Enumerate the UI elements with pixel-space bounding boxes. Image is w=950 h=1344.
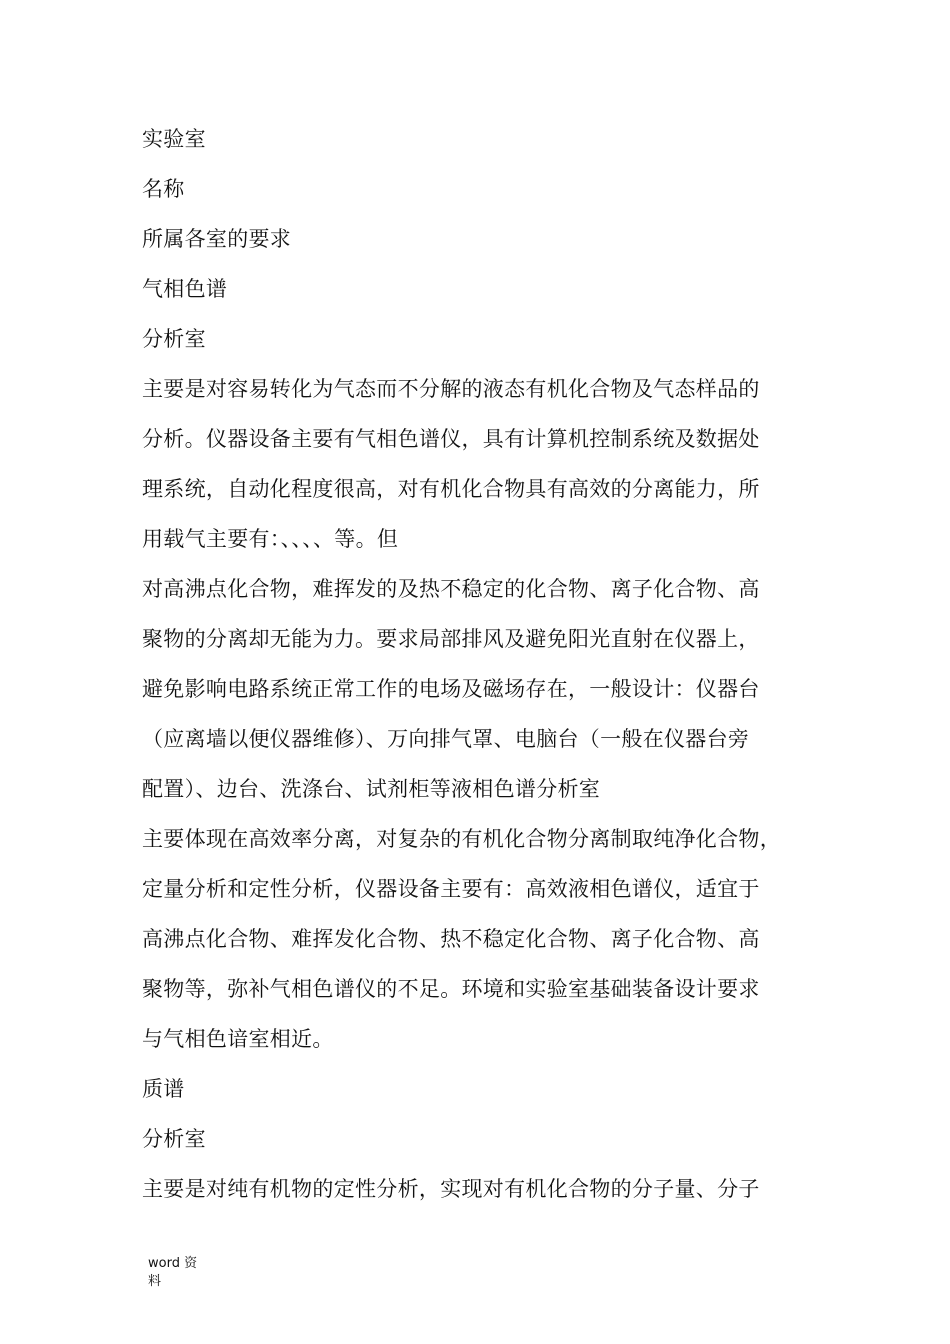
- text-line: 对高沸点化合物，难挥发的及热不稳定的化合物、离子化合物、高: [142, 577, 760, 601]
- text-line: 所属各室的要求: [142, 227, 292, 251]
- text-line: 实验室: [142, 127, 206, 151]
- text-line: 质谱: [142, 1077, 185, 1101]
- text-line: 名称: [142, 177, 185, 201]
- text-line: 主要体现在高效率分离，对复杂的有机化合物分离制取纯净化合物，: [142, 827, 781, 851]
- text-line: 配置）、边台、洗涤台、试剂柜等液相色谱分析室: [142, 777, 601, 801]
- text-line: （应离墙以便仪器维修）、万向排气罩、电脑台（一般在仪器台旁: [142, 727, 750, 751]
- page-footer: [148, 1255, 208, 1291]
- text-line: 主要是对容易转化为气态而不分解的液态有机化合物及气态样品的: [142, 377, 760, 401]
- text-line: 聚物等，弥补气相色谱仪的不足。环境和实验室基础装备设计要求: [142, 977, 760, 1001]
- document-body: [142, 114, 832, 1214]
- text-line: 主要是对纯有机物的定性分析，实现对有机化合物的分子量、分子: [142, 1177, 760, 1201]
- text-line: 分析室: [142, 327, 206, 351]
- text-line: 与气相色谙室相近。: [142, 1027, 334, 1051]
- text-line: 聚物的分离却无能为力。要求局部排风及避免阳光直射在仪器上，: [142, 627, 760, 651]
- text-line: 理系统，自动化程度很高，对有机化合物具有高效的分离能力，所: [142, 477, 760, 501]
- text-line: 分析。仪器设备主要有气相色谱仪，具有计算机控制系统及数据处: [142, 427, 760, 451]
- text-line: 定量分析和定性分析，仪器设备主要有：高效液相色谱仪，适宜于: [142, 877, 760, 901]
- text-line: 用载气主要有：、、、、等。但: [142, 527, 399, 551]
- text-line: 气相色谱: [142, 277, 228, 301]
- text-line: 避免影响电路系统正常工作的电场及磁场存在，一般设计：仪器台: [142, 677, 760, 701]
- text-line: 分析室: [142, 1127, 206, 1151]
- footer-line: word 资: [148, 1256, 198, 1271]
- footer-line: 料: [148, 1274, 162, 1289]
- text-line: 高沸点化合物、难挥发化合物、热不稳定化合物、离子化合物、高: [142, 927, 760, 951]
